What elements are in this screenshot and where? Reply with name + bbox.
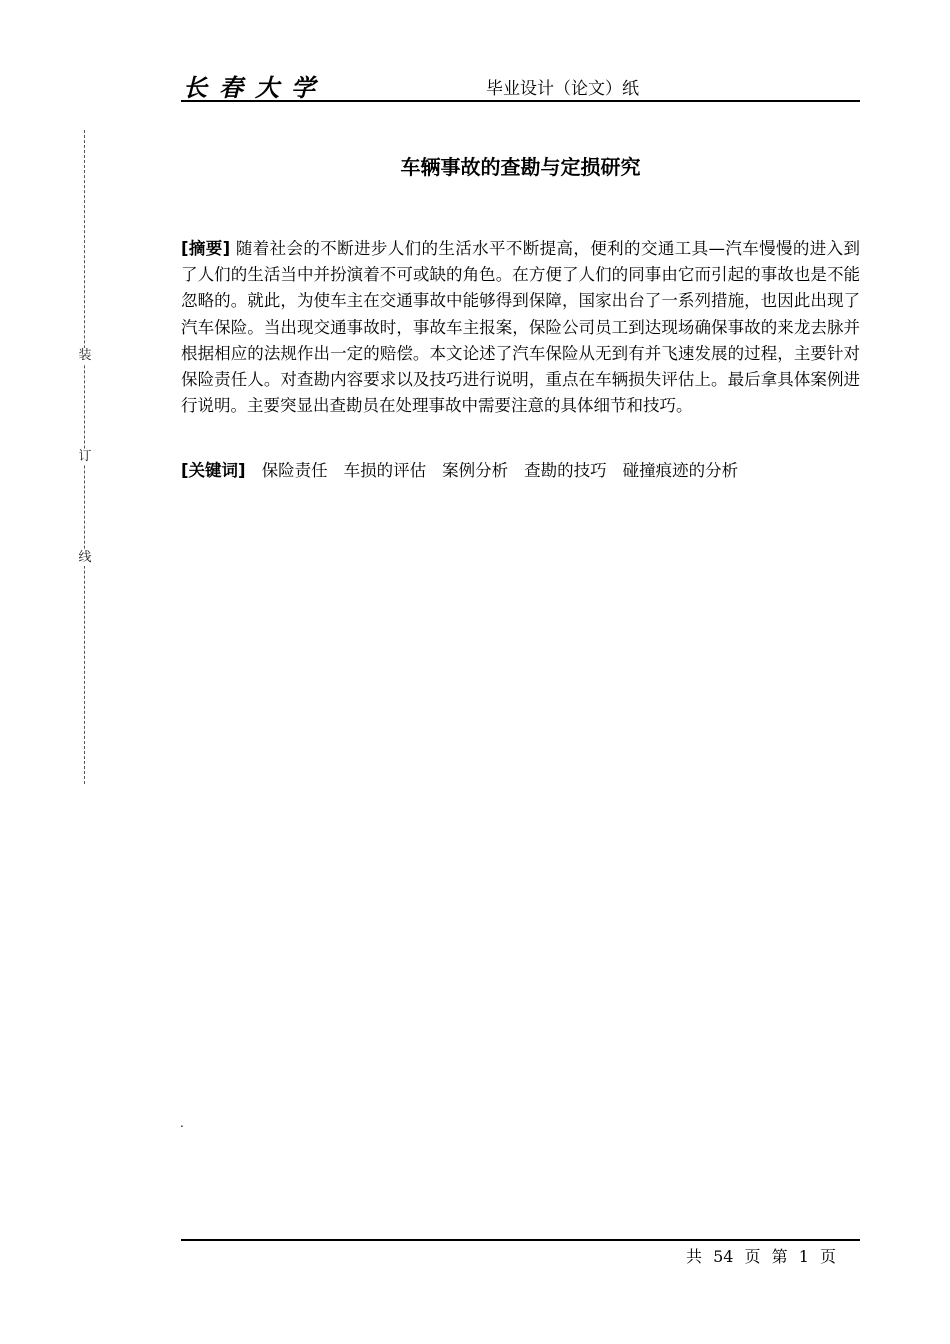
footer-divider — [181, 1239, 860, 1241]
document-title: 车辆事故的查勘与定损研究 — [400, 155, 641, 179]
keyword-item: 查勘的技巧 — [524, 461, 607, 480]
university-name: 长春大学 — [183, 73, 327, 102]
binding-char-xian: 线 — [78, 550, 92, 565]
page-counter: 共 54 页 第 1 页 — [686, 1247, 836, 1266]
keyword-item: 碰撞痕迹的分析 — [622, 461, 739, 480]
binding-char-ding: 订 — [78, 449, 92, 464]
binding-char-zhuang: 装 — [78, 348, 92, 363]
keyword-item: 保险责任 — [261, 461, 328, 480]
keyword-item: 车损的评估 — [343, 461, 427, 480]
header-subtitle: 毕业设计（论文）纸 — [486, 79, 639, 99]
keywords-label: [关键词] — [181, 461, 246, 480]
abstract-paragraph — [181, 236, 860, 419]
abstract-label: [摘要] — [181, 239, 231, 258]
keyword-item: 案例分析 — [442, 461, 509, 480]
keywords-line — [181, 458, 860, 484]
stray-dot: . — [180, 1116, 184, 1130]
abstract-text: 随着社会的不断进步人们的生活水平不断提高，便利的交通工具—汽车慢慢的进入到了人们的生活当中并扮演着不可或缺的角色。在方便了人们的同事由它而引起的事故也是不能忽略的。就此，为使车主在交通事故中能够得到保障，国家出台了一系列措施，也因此出现了汽车保险。当出现交通事故时，事故车主报案，保险公司员工到达现场确保事故的来龙去脉并根据相应的法规作出一定的赔偿。本文论述了汽车保险从无到有并飞速发展的过程，主要针对保险责任人。对查勘内容要求以及技巧进行说明，重点在车辆损失评估上。最后拿具体案例进行说明。主要突显出查勘员在处理事故中需要注意的具体细节和技巧。 — [181, 239, 860, 416]
page-header — [181, 66, 860, 102]
